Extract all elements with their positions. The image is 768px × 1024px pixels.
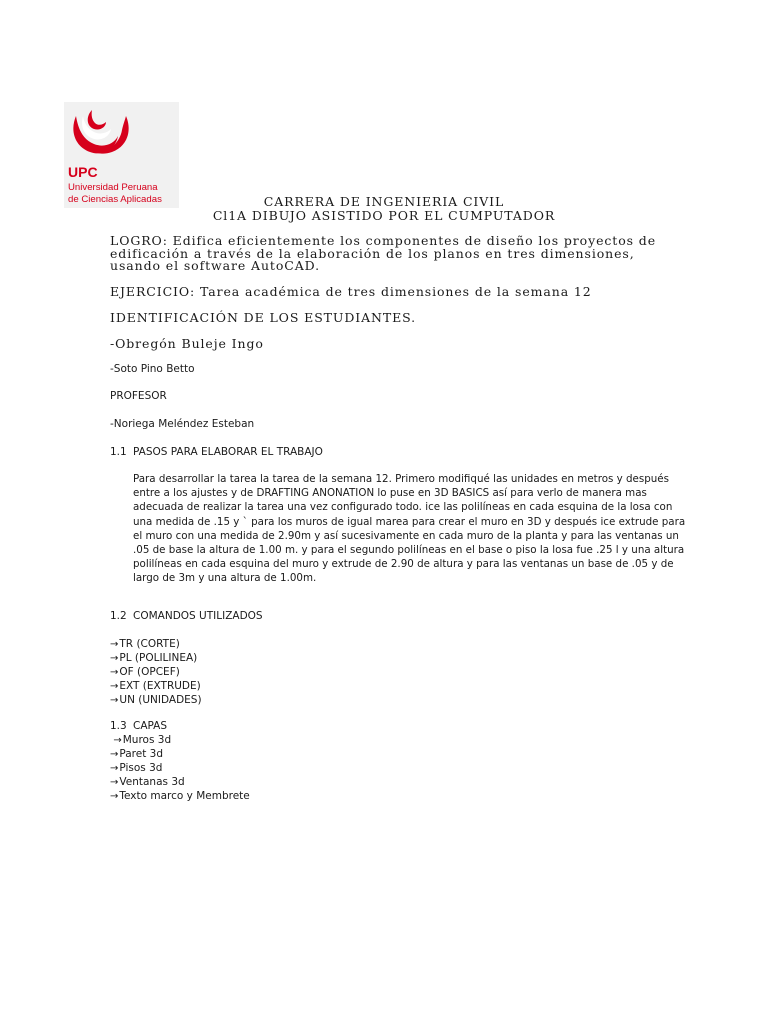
section-title: COMANDOS UTILIZADOS bbox=[133, 610, 263, 622]
right-arrow-icon: → bbox=[110, 749, 119, 760]
list-item bbox=[110, 651, 202, 665]
layers-list bbox=[110, 733, 250, 803]
right-arrow-icon: → bbox=[110, 763, 119, 774]
upc-logo bbox=[64, 102, 179, 208]
header-career: CARRERA DE INGENIERIA CIVIL bbox=[263, 194, 505, 209]
profesor-label: PROFESOR bbox=[110, 390, 167, 402]
list-item-label: Pisos 3d bbox=[119, 762, 163, 774]
section-number: 1.2 bbox=[110, 610, 127, 622]
profesor-name: -Noriega Meléndez Esteban bbox=[110, 418, 255, 430]
student-name: -Soto Pino Betto bbox=[110, 363, 195, 375]
list-item bbox=[110, 747, 250, 761]
steps-paragraph: Para desarrollar la tarea la tarea de la semana 12. Primero modifiqué las unidades en metros y después entre a los ajustes y de DRAFTING ANONATION lo puse en 3D BASICS así para verlo de manera mas adecuada de realizar la tarea una vez configurado todo. ice las polilíneas en cada esquina de la losa con una medida de .15 y ` para los muros de igual marea para crear el muro en 3D y después ice extrude para el muro con una medida de 2.90m y así sucesivamente en cada muro de la planta y para las ventanas un .05 de base la altura de 1.00 m. y para el segundo polilíneas en el base o piso la losa fue .25 l y una altura polilíneas en cada esquina del muro y extrude de 2.90 de altura y para las ventanas un base de .05 y de largo de 3m y una altura de 1.00m. bbox=[133, 473, 686, 585]
list-item-label: Ventanas 3d bbox=[119, 776, 185, 788]
logo-text-upc: UPC bbox=[68, 164, 98, 180]
logo-text-line2: Universidad Peruana bbox=[68, 182, 158, 193]
right-arrow-icon: → bbox=[110, 639, 119, 650]
list-item-label: UN (UNIDADES) bbox=[119, 694, 202, 706]
upc-logo-graphic bbox=[64, 102, 179, 208]
right-arrow-icon: → bbox=[110, 791, 119, 802]
section-title: CAPAS bbox=[133, 720, 168, 732]
logo-text-line3: de Ciencias Aplicadas bbox=[68, 194, 162, 205]
logo-flame-inner bbox=[88, 110, 106, 130]
list-item bbox=[110, 693, 202, 707]
list-item bbox=[110, 761, 250, 775]
list-item-label: TR (CORTE) bbox=[119, 638, 180, 650]
header-course: Cl1A DIBUJO ASISTIDO POR EL CUMPUTADOR bbox=[212, 208, 556, 223]
section-title: PASOS PARA ELABORAR EL TRABAJO bbox=[133, 446, 323, 458]
student-name: -Obregón Buleje Ingo bbox=[110, 336, 264, 351]
ejercicio-line: EJERCICIO: Tarea académica de tres dimensiones de la semana 12 bbox=[110, 284, 592, 299]
right-arrow-icon: → bbox=[113, 735, 122, 746]
list-item-label: PL (POLILINEA) bbox=[119, 652, 198, 664]
right-arrow-icon: → bbox=[110, 667, 119, 678]
right-arrow-icon: → bbox=[110, 653, 119, 664]
list-item-label: EXT (EXTRUDE) bbox=[119, 680, 201, 692]
section-number: 1.1 bbox=[110, 446, 127, 458]
list-item-label: Muros 3d bbox=[122, 734, 172, 746]
list-item bbox=[110, 789, 250, 803]
list-item bbox=[110, 637, 202, 651]
list-item bbox=[110, 733, 250, 747]
identificacion-heading: IDENTIFICACIÓN DE LOS ESTUDIANTES. bbox=[110, 310, 417, 325]
list-item-label: OF (OPCEF) bbox=[119, 666, 180, 678]
list-item bbox=[110, 679, 202, 693]
list-item bbox=[110, 665, 202, 679]
section-number: 1.3 bbox=[110, 720, 127, 732]
section-heading bbox=[110, 610, 263, 622]
commands-list bbox=[110, 637, 202, 707]
right-arrow-icon: → bbox=[110, 695, 119, 706]
right-arrow-icon: → bbox=[110, 681, 119, 692]
list-item bbox=[110, 775, 250, 789]
section-heading bbox=[110, 446, 323, 458]
logro-paragraph: LOGRO: Edifica eficientemente los componentes de diseño los proyectos de edificación a través de la elaboración de los planos en tres dimensiones, usando el software AutoCAD. bbox=[110, 233, 657, 273]
section-heading bbox=[110, 720, 167, 732]
list-item-label: Paret 3d bbox=[119, 748, 164, 760]
list-item-label: Texto marco y Membrete bbox=[119, 790, 250, 802]
right-arrow-icon: → bbox=[110, 777, 119, 788]
